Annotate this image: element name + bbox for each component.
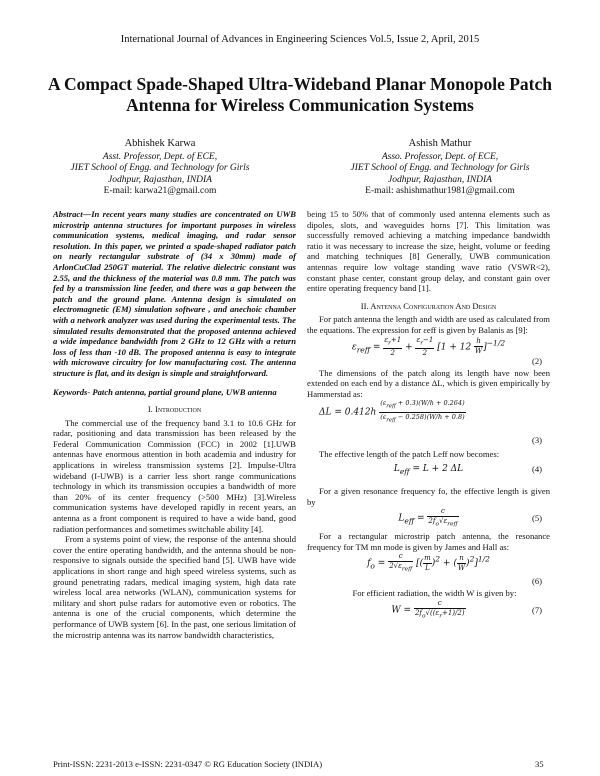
paragraph: The dimensions of the patch along its length have now been extended on each end by a distance ΔL, which is given empirically by Hammerstad as: (307, 367, 550, 399)
equation-number: (3) (531, 435, 542, 446)
paragraph: The commercial use of the frequency band 3.1 to 10.6 GHz for radar, positioning and data transmission has been released by the Federal Communication Commission (FCC) in 2002 [1].UWB antennas have enormous attention in both academia and industry for applications in wireless transmission systems [2]. Impulse-Ultra wideband (I-UWB) is a carrier less short range communications technology in which its transmission occupies a bandwidth of more than 20% of its center frequency (>500 MHz) [3].Wireless communication systems have developed rapidly in recent years, an antenna as a front component is required to have a wide band, good radiation performances and sometimes switchable ability [4]. (53, 417, 296, 534)
equation-number: (6) (531, 576, 542, 587)
footer-issn: Print-ISSN: 2231-2013 e-ISSN: 2231-0347 © RG Education Society (INDIA) (53, 759, 323, 769)
author-name: Abhishek Karwa (124, 138, 196, 149)
paragraph: For efficient radiation, the width W is given by: (352, 588, 517, 599)
abstract: Abstract—In recent years many studies are concentrated on UWB microstrip antenna structures for important purposes in wireless communication systems, medical imaging, and radar sensor resolution. In this paper, we printed a spade-shaped radiator patch on nearly rectangular substrate of (34 x 30mm) made of ArlonCuClad 250GT material. The relative dielectric constant was 2.55, and the thickness of the material was 0.8 mm. The patch was fed by a transmission line feeder, and there was a gap between the patch and the ground plane. Antenna design is simulated on electromagnetic (EM) simulation software , and anechoic chamber with a network analyzer was used during the experimental tests. The simulated results demonstrated that the proposed antenna achieved a wide impedance bandwidth from 2 GHz to 12 GHz with a return loss of less than -10 dB. The proposed antenna is easy to integrate with microwave circuitry for low manufacturing cost. The antenna structure is flat, and its design is simple and straightforward. (53, 209, 296, 378)
author-email: E-mail: karwa21@gmail.com (103, 186, 217, 196)
paragraph: For patch antenna the length and width are used as calculated from the equations. The expression for εeff is given by Balanis as [9]: (307, 314, 550, 335)
paragraph: From a systems point of view, the response of the antenna should cover the entire operating bandwidth, and the antenna should be non-responsive to signals outside the specified band [5]. UWB have wide applications in short range and high speed wireless systems, such as ground penetrating radars, medical imaging system, high data rate wireless local area networks (WLAN), communication systems for military and short pulse radars for automotive even or robotics. The antenna is one of the crucial components, which determine the performance of UWB system [6]. In the past, one serious limitation of the microstrip antenna was its narrow bandwidth characteristics, (53, 534, 296, 640)
author-position: Asst. Professor, Dept. of ECE, (102, 151, 218, 162)
paragraph: The effective length of the patch Leff now becomes: (319, 449, 500, 460)
equation-number: (4) (531, 463, 542, 474)
section-heading-introduction: I. Introduction (147, 404, 202, 415)
left-column (53, 209, 296, 640)
equation-number: (5) (531, 513, 542, 524)
paragraph: being 15 to 50% that of commonly used antenna elements such as dipoles, slots, and waveguides horns [7]. This limitation was successfully removed achieving a matching impedance bandwidth ratio it was necessary to increase the size, height, volume or feeding and matching techniques [8] Generally, UWB communication antennas require low voltage standing wave ratio (VSWR<2), constant phase center, constant group delay, and constant gain over entire operating frequency band [1]. (307, 209, 550, 294)
author-block-1 (60, 138, 260, 198)
author-institute: JIET School of Engg. and Technology for Girls (350, 163, 530, 173)
paragraph: For a given resonance frequency fo, the effective length is given by (307, 485, 550, 507)
author-location: Jodhpur, Rajasthan, INDIA (108, 174, 212, 185)
author-name: Ashish Mathur (408, 138, 472, 149)
equation-number: (2) (531, 355, 542, 366)
author-email: E-mail: ashishmathur1981@gmail.com (365, 186, 515, 196)
author-institute: JIET School of Engg. and Technology for Girls (70, 163, 250, 173)
equation-leff-freq: $L_{eff}$ = $\frac{c}{2f_o√\varepsilon_{reff}}$ (5) (398, 507, 542, 528)
equation-width: W = $\frac{c}{2f_o√((\varepsilon_r+1)/2)}$ (7) (391, 598, 542, 620)
keywords: Keywords- Patch antenna, partial ground plane, UWB antenna (53, 386, 277, 397)
author-position: Asso. Professor, Dept. of ECE, (381, 151, 499, 162)
equation-delta-l: ΔL = 0.412h $\frac{(\varepsilon_{reff} + 0.3)(W/h + 0.264)}{(\varepsilon_{reff} - 0.258)(W/h + 0.8)}$ (3) (319, 399, 542, 446)
journal-header: International Journal of Advances in Engineering Sciences Vol.5, Issue 2, April, 2015 (120, 34, 480, 45)
paragraph: For a rectangular microstrip patch antenna, the resonance frequency for TM mn mode is given by James and Hall as: (307, 531, 550, 552)
author-location: Jodhpur, Rajasthan, INDIA (388, 174, 492, 185)
right-column (307, 209, 550, 623)
equation-leff: $L_{eff} = L + 2$ ΔL (4) (393, 463, 542, 476)
author-block-2 (330, 138, 550, 198)
page-number: 35 (535, 759, 544, 769)
equation-resonance: $f_o$ = $\frac{c}{2√\varepsilon_{reff}}$ [( $\frac{m}{L}$ )$^2$ + ( $\frac{n}{W}$ )$^2$]$^{1/2}$ (6) (367, 552, 542, 587)
section-heading-configuration: II. Antenna Configuration And Design (360, 300, 497, 311)
equation-eeff: $\varepsilon_{reff}$ = $\frac{\varepsilon_r+1}{2}$ + $\frac{\varepsilon_r-1}{2}$ [1 + 12 $\frac{h}{W}$ ]$^{-1/2}$ (2) (351, 335, 542, 366)
equation-number: (7) (531, 604, 542, 615)
paper-title: A Compact Spade-Shaped Ultra-Wideband Planar Monopole Patch Antenna for Wireless Communication Systems (48, 74, 552, 115)
